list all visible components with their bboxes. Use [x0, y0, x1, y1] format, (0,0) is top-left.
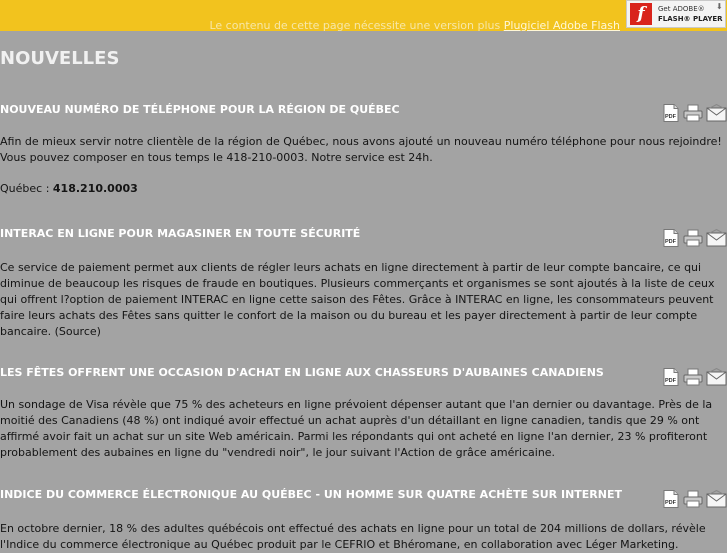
- email-icon[interactable]: [706, 368, 727, 386]
- pdf-icon[interactable]: [663, 368, 679, 386]
- download-arrow-icon: ⬇: [716, 2, 723, 11]
- pdf-icon[interactable]: [663, 490, 679, 508]
- printer-icon[interactable]: [683, 490, 703, 508]
- svg-text:PDF: PDF: [665, 114, 676, 120]
- flash-badge-get: Get ADOBE®: [658, 5, 705, 13]
- flash-message: [209, 19, 620, 32]
- article-title[interactable]: INDICE DU COMMERCE ÉLECTRONIQUE AU QUÉBEC - UN HOMME SUR QUATRE ACHÈTE SUR INTERNET: [0, 488, 622, 501]
- flash-badge-player: FLASH® PLAYER: [658, 15, 723, 23]
- svg-text:PDF: PDF: [665, 378, 676, 384]
- pdf-icon[interactable]: [663, 104, 679, 122]
- page-title: NOUVELLES: [0, 48, 120, 69]
- article-body: Ce service de paiement permet aux clients de régler leurs achats en ligne directement à partir de leur compte bancaire, ce qui diminue de beaucoup les risques de fraude en boutiques. Plusieurs commerçants et organismes se sont ajoutés à la liste de ceux qui offrent l?option de paiement INTERAC en ligne cette saison des Fêtes. Grâce à INTERAC en ligne, les consommateurs peuvent faire leurs achats des Fêtes sans quitter le confort de la maison ou du bureau et les payer directement à partir de leur compte bancaire. (Source): [0, 261, 715, 338]
- svg-text:PDF: PDF: [665, 500, 676, 506]
- printer-icon[interactable]: [683, 368, 703, 386]
- article-body: Un sondage de Visa révèle que 75 % des acheteurs en ligne prévoient dépenser autant que l'an dernier ou davantage. Près de la moitié des Canadiens (48 %) ont indiqué avoir effectué un achat auprès d'un détaillant en ligne canadien, tandis que 29 % ont affirmé avoir fait un achat sur un site Web américain. Parmi les répondants qui ont acheté en ligne l'an dernier, 23 % profiteront probablement des aubaines en ligne du "vendredi noir", le jour suivant l'Action de grâce américaine.: [0, 398, 713, 459]
- get-flash-player-button[interactable]: [626, 0, 726, 28]
- email-icon[interactable]: [706, 229, 727, 247]
- phone-label: Québec :: [0, 182, 50, 195]
- pdf-icon[interactable]: [663, 229, 679, 247]
- email-icon[interactable]: [706, 490, 727, 508]
- email-icon[interactable]: [706, 104, 727, 122]
- printer-icon[interactable]: [683, 229, 703, 247]
- article-title[interactable]: INTERAC EN LIGNE POUR MAGASINER EN TOUTE SÉCURITÉ: [0, 227, 361, 240]
- flash-plugin-link[interactable]: Plugiciel Adobe Flash: [503, 19, 620, 32]
- news-article: [0, 227, 727, 340]
- svg-text:PDF: PDF: [665, 239, 676, 245]
- article-title[interactable]: LES FÊTES OFFRENT UNE OCCASION D'ACHAT EN LIGNE AUX CHASSEURS D'AUBAINES CANADIENS: [0, 366, 604, 379]
- news-article: [0, 103, 727, 195]
- news-article: [0, 366, 727, 461]
- printer-icon[interactable]: [683, 104, 703, 122]
- flash-logo-icon: f: [630, 3, 652, 25]
- news-article: [0, 488, 727, 553]
- flash-message-text: Le contenu de cette page nécessite une version plus: [209, 19, 501, 32]
- flash-plugin-bar: [0, 0, 727, 31]
- article-body: Afin de mieux servir notre clientèle de la région de Québec, nous avons ajouté un nouveau numéro téléphone pour nous rejoindre! Vous pouvez composer en tous temps le 418-210-0003. Notre service est 24h.: [0, 135, 722, 164]
- phone-line: [0, 182, 727, 195]
- article-title[interactable]: NOUVEAU NUMÉRO DE TÉLÉPHONE POUR LA RÉGION DE QUÉBEC: [0, 103, 400, 116]
- article-body: En octobre dernier, 18 % des adultes québécois ont effectué des achats en ligne pour un total de 204 millions de dollars, révèle l'Indice du commerce électronique au Québec produit par le CEFRIO et Bhéromane, en collaboration avec Léger Marketing.: [0, 522, 706, 551]
- phone-number: 418.210.0003: [52, 182, 138, 195]
